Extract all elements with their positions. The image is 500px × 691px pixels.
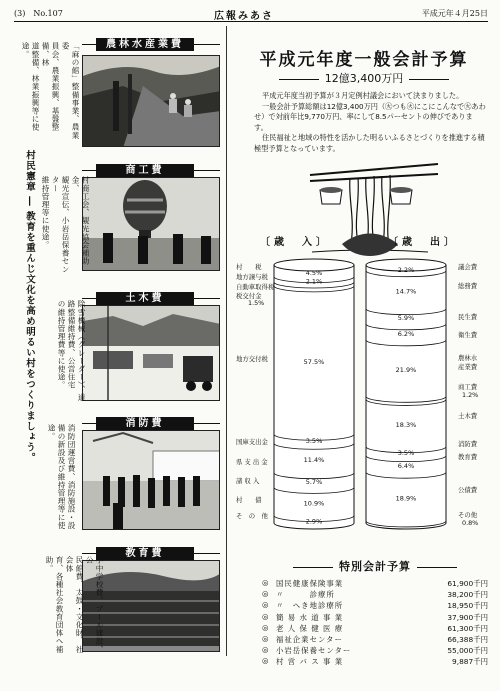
photo-commerce	[82, 177, 220, 271]
revenue-segment-pct: 2.1%	[305, 277, 323, 286]
expenditure-label: 民生費	[458, 313, 478, 321]
special-account-row	[262, 612, 488, 623]
budget-cylinder-chart	[268, 255, 454, 535]
revenue-label: 諸 収 入	[236, 477, 260, 485]
expenditure-label: 衛生費	[458, 331, 478, 339]
revenue-label: 地方譲与税	[236, 273, 268, 281]
revenue-cylinder-body	[274, 265, 354, 529]
intro-paragraph: 一般会計予算総額は12億3,400万円（㊋つも㊋にこにこんなで㊋あわせ）で対前年比9,770万円、率にして8.5パーセントの伸びであります。	[254, 101, 486, 132]
bullet-icon: ◎	[262, 645, 269, 655]
column-divider	[226, 26, 227, 656]
section-title-civil: 土木費	[96, 292, 194, 305]
revenue-label: そ の 他	[236, 512, 268, 520]
issue-date: 平成元年４月25日	[421, 9, 488, 18]
photo-fire	[82, 430, 220, 530]
special-account-row	[262, 634, 488, 645]
expenditure-segment-pct: 14.7%	[395, 287, 417, 296]
special-account-amount: 66,388千円	[447, 634, 488, 644]
expenditure-label: 0.8%	[462, 519, 479, 527]
revenue-label: 地方交付税	[236, 355, 268, 363]
special-account-name: 福祉企業センター	[276, 634, 343, 644]
expenditure-label: 総務費	[458, 282, 478, 290]
expenditure-cylinder-body	[366, 265, 446, 529]
budget-total-amount: 12億3,400万円	[324, 72, 404, 85]
special-account-name: 村 営 バ ス 事 業	[276, 657, 344, 667]
bullet-icon: ◎	[262, 611, 269, 621]
revenue-segment-pct: 11.4%	[303, 455, 325, 464]
section-title-agriculture: 農林水産業費	[96, 38, 194, 51]
expenditure-label: 議会費	[458, 263, 478, 271]
budget-intro	[254, 91, 486, 154]
revenue-label: 税交付金	[236, 292, 262, 300]
expenditure-segment-pct: 18.9%	[395, 494, 417, 503]
revenue-segment-pct: 4.5%	[305, 268, 323, 277]
section-text-education: 小中学校費、プール建設、公 民館費、太鼓・文化財、社会体 育、各種社会教育団体へ補助。	[45, 556, 104, 654]
bullet-icon: ◎	[262, 656, 269, 666]
section-text-commerce: 村商工会、観光協会補助金、 観光宣伝、小岩岳保養センター 維持管理等に使途。	[41, 176, 90, 274]
special-account-name: 国民健康保険事業	[276, 579, 344, 588]
special-account-name: 〃 診療所	[276, 590, 335, 600]
special-account-row	[262, 656, 488, 667]
section-text-agriculture: 「麻の館」整備事業、農業委 員会、農業振興、基盤整備、林 道整備、林業振興等に使途。	[21, 42, 80, 140]
revenue-label: 自動車取得税	[236, 283, 275, 291]
expenditure-label: 消防費	[458, 440, 478, 448]
expenditure-segment-pct: 3.5%	[397, 449, 415, 458]
expenditure-label: 商工費	[458, 383, 478, 391]
revenue-label: 村 税	[236, 263, 262, 271]
expenditure-segment-pct: 2.2%	[397, 265, 415, 274]
revenue-segment-pct: 3.5%	[305, 436, 323, 445]
special-account-name: 小岩岳保養センター	[276, 646, 352, 656]
expenditure-segment-pct: 18.3%	[395, 421, 417, 430]
revenue-label: 県 支 出 金	[236, 458, 268, 466]
special-account-amount: 9,887千円	[452, 657, 488, 667]
special-account-amount: 37,900千円	[447, 612, 488, 622]
village-charter-motto: 村民憲章 ― 教育を重んじ文化を高め明るい村をつくりましょう。	[24, 150, 35, 464]
budget-total	[234, 70, 494, 86]
section-title-fire: 消防費	[96, 417, 194, 430]
page-number: (3) No.107	[14, 9, 63, 18]
intro-paragraph: 平成元年度当初予算が３月定例村議会において決まりました。	[262, 91, 464, 100]
special-accounts-title	[270, 558, 480, 574]
special-accounts-title-text: 特別会計予算	[339, 560, 411, 573]
bullet-icon: ◎	[262, 589, 269, 599]
expenditure-label: 産業費	[458, 363, 478, 371]
section-title-commerce: 商工費	[96, 164, 194, 177]
expenditure-label: 土木費	[458, 412, 478, 420]
expenditure-label: その他	[458, 511, 478, 519]
expenditure-label: 教育費	[458, 453, 478, 461]
special-account-amount: 18,950千円	[447, 601, 488, 611]
special-account-amount: 61,300千円	[447, 623, 488, 633]
publication-title: 広報みあさ	[214, 11, 274, 22]
expenditure-heading: 〔歳 出〕	[388, 237, 458, 248]
revenue-label: 村 債	[236, 496, 262, 504]
bullet-icon: ◎	[262, 578, 269, 587]
special-accounts-list	[262, 578, 488, 668]
bullet-icon: ◎	[262, 600, 269, 610]
special-account-name: 〃 へき地診療所	[276, 601, 344, 611]
revenue-label: 国庫支出金	[236, 438, 268, 446]
special-account-row	[262, 645, 488, 656]
intro-paragraph: 住民福祉と地域の特性を活かした明るいふるさとづくりを推進する積極型予算となっています。	[254, 133, 485, 153]
special-account-amount: 55,000千円	[447, 646, 488, 656]
special-account-row	[262, 578, 488, 589]
expenditure-label: 公債費	[458, 486, 478, 494]
bullet-icon: ◎	[262, 622, 269, 632]
expenditure-label: 農林水	[458, 354, 478, 362]
bullet-icon: ◎	[262, 633, 269, 643]
special-account-name: 老 人 保 健 医 療	[276, 623, 344, 633]
revenue-segment-pct: 2.9%	[305, 517, 323, 526]
special-account-row	[262, 600, 488, 611]
special-account-amount: 38,200千円	[447, 590, 488, 600]
revenue-heading: 〔歳 入〕	[260, 237, 330, 248]
photo-agriculture	[82, 55, 220, 147]
section-text-fire: 消防団運営費、消防施設・設 備の新設及び維持管理等に使途。	[47, 424, 76, 530]
special-account-amount: 61,900千円	[447, 579, 488, 588]
page-header	[14, 6, 488, 22]
revenue-segment-pct: 57.5%	[303, 358, 325, 367]
budget-title: 平成元年度一般会計予算	[259, 50, 469, 70]
special-account-name: 簡 易 水 道 事 業	[276, 612, 344, 622]
special-account-row	[262, 589, 488, 600]
expenditure-segment-pct: 6.2%	[397, 329, 415, 338]
section-title-education: 教育費	[96, 547, 194, 560]
revenue-segment-pct: 5.7%	[305, 478, 323, 487]
special-account-row	[262, 623, 488, 634]
section-text-civil: 除雪機械（グレーダー）、道 路整備維持費、公営住宅 の維持管理費等に使途。	[57, 300, 86, 402]
revenue-label: 1.5%	[248, 299, 265, 307]
revenue-segment-pct: 10.9%	[303, 499, 325, 508]
expenditure-label: 1.2%	[462, 391, 479, 399]
expenditure-segment-pct: 5.9%	[397, 314, 415, 323]
photo-civil	[82, 305, 220, 401]
expenditure-segment-pct: 6.4%	[397, 461, 415, 470]
expenditure-segment-pct: 21.9%	[395, 366, 417, 375]
